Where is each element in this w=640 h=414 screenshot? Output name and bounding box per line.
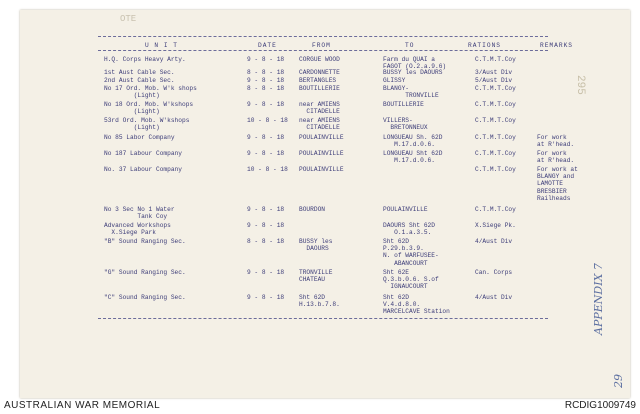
- cell-from: POULAINVILLE: [299, 166, 344, 173]
- cell-date: 8 - 8 - 18: [247, 85, 285, 92]
- table-bottom-rule: [98, 318, 548, 319]
- cell-to: BUSSY les DAOURS: [383, 69, 443, 76]
- cell-remarks: For work at R'head.: [537, 150, 575, 165]
- header-bottom-rule: [98, 50, 548, 51]
- cell-date: 8 - 8 - 18: [247, 238, 285, 245]
- cell-to: DAOURS Sht 62D O.1.a.3.5.: [383, 222, 435, 237]
- cell-unit: 1st Aust Cable Sec.: [104, 69, 175, 76]
- cell-unit: No 187 Labour Company: [104, 150, 182, 157]
- cell-unit: 53rd Ord. Mob. W'kshops (Light): [104, 117, 190, 132]
- cell-unit: "B" Sound Ranging Sec.: [104, 238, 186, 245]
- cell-from: POULAINVILLE: [299, 150, 344, 157]
- cell-rations: 3/Aust Div: [475, 69, 513, 76]
- header-top-rule: [98, 36, 548, 37]
- cell-date: 9 - 8 - 18: [247, 56, 285, 63]
- archive-id: RCDIG1009749: [564, 400, 636, 411]
- cell-date: 9 - 8 - 18: [247, 134, 285, 141]
- cell-from: BOURDON: [299, 206, 325, 213]
- header-rations: RATIONS: [468, 42, 501, 49]
- cell-unit: "C" Sound Ranging Sec.: [104, 294, 186, 301]
- cell-to: VILLERS- BRETONNEUX: [383, 117, 428, 132]
- cell-to: Sht 62D P.29.b.3.9. N. of WARFUSEE- ABANCOURT: [383, 238, 439, 267]
- cell-from: BERTANGLES: [299, 77, 337, 84]
- cell-rations: C.T.M.T.Coy: [475, 206, 516, 213]
- cell-from: POULAINVILLE: [299, 134, 344, 141]
- cell-date: 9 - 8 - 18: [247, 222, 285, 229]
- cell-remarks: For work at BLANGY and LAMOTTE BRESBIER Railheads: [537, 166, 578, 202]
- cell-unit: No 17 Ord. Mob. W'k shops (Light): [104, 85, 197, 100]
- cell-date: 8 - 8 - 18: [247, 69, 285, 76]
- cell-to: BLANGY- TRONVILLE: [383, 85, 439, 100]
- archive-footer: [0, 398, 640, 414]
- header-remarks: REMARKS: [540, 42, 573, 49]
- cell-remarks: For work at R'head.: [537, 134, 575, 149]
- cell-date: 10 - 8 - 18: [247, 166, 288, 173]
- cell-rations: C.T.M.T.Coy: [475, 117, 516, 124]
- cell-unit: 2nd Aust Cable Sec.: [104, 77, 175, 84]
- cell-unit: No. 37 Labour Company: [104, 166, 182, 173]
- cell-unit: H.Q. Corps Heavy Arty.: [104, 56, 186, 63]
- header-date: DATE: [258, 42, 277, 49]
- cell-date: 9 - 8 - 18: [247, 269, 285, 276]
- cell-rations: 4/Aust Div: [475, 294, 513, 301]
- cell-rations: Can. Corps: [475, 269, 513, 276]
- handwritten-number: 29: [612, 374, 625, 388]
- cell-from: CARDONNETTE: [299, 69, 340, 76]
- cell-to: Sht 62D V.4.d.8.0. MARCELCAVE Station: [383, 294, 450, 316]
- cell-to: BOUTILLERIE: [383, 101, 424, 108]
- cell-from: near AMIENS CITADELLE: [299, 101, 340, 116]
- cell-date: 9 - 8 - 18: [247, 206, 285, 213]
- cell-unit: No 18 Ord. Mob. W'kshops (Light): [104, 101, 194, 116]
- cell-rations: 5/Aust Div: [475, 77, 513, 84]
- cell-rations: C.T.M.T.Coy: [475, 166, 516, 173]
- page-number-stamp: 295: [574, 75, 586, 95]
- cell-from: BOUTILLERIE: [299, 85, 340, 92]
- header-unit: U N I T: [145, 42, 178, 49]
- cell-from: CORGUE WOOD: [299, 56, 340, 63]
- header-to: TO: [405, 42, 415, 49]
- cell-date: 10 - 8 - 18: [247, 117, 288, 124]
- cell-unit: No 85 Labor Company: [104, 134, 175, 141]
- cell-unit: No 3 Sec No 1 Water Tank Coy: [104, 206, 175, 221]
- faded-text: OTE: [120, 14, 137, 24]
- cell-to: LONGUEAU Sh. 62D M.17.d.0.6.: [383, 134, 443, 149]
- cell-unit: Advanced Workshops X.Siege Park: [104, 222, 171, 237]
- cell-date: 9 - 8 - 18: [247, 150, 285, 157]
- handwritten-appendix-note: APPENDIX 7: [592, 263, 605, 335]
- cell-to: GLISSY: [383, 77, 406, 84]
- cell-to: Sht 62E Q.3.b.0.6. S.of IGNAUCOURT: [383, 269, 439, 291]
- cell-rations: X.Siege Pk.: [475, 222, 516, 229]
- cell-from: TRONVILLE CHATEAU: [299, 269, 333, 284]
- cell-from: near AMIENS CITADELLE: [299, 117, 340, 132]
- cell-rations: 4/Aust Div: [475, 238, 513, 245]
- cell-unit: "G" Sound Ranging Sec.: [104, 269, 186, 276]
- cell-date: 9 - 8 - 18: [247, 294, 285, 301]
- cell-rations: C.T.M.T.Coy: [475, 56, 516, 63]
- cell-to: LONGUEAU Sht 62D M.17.d.0.6.: [383, 150, 443, 165]
- cell-from: Sht 62D H.13.b.7.8.: [299, 294, 340, 309]
- header-from: FROM: [312, 42, 331, 49]
- cell-date: 9 - 8 - 18: [247, 77, 285, 84]
- cell-rations: C.T.M.T.Coy: [475, 101, 516, 108]
- cell-to: POULAINVILLE: [383, 206, 428, 213]
- cell-rations: C.T.M.T.Coy: [475, 85, 516, 92]
- cell-to: Farm du QUAI a FAGOT (O.2.a.9.6): [383, 56, 447, 71]
- cell-from: BUSSY les DAOURS: [299, 238, 333, 253]
- cell-date: 9 - 8 - 18: [247, 101, 285, 108]
- cell-rations: C.T.M.T.Coy: [475, 150, 516, 157]
- archive-name: AUSTRALIAN WAR MEMORIAL: [4, 400, 161, 411]
- cell-rations: C.T.M.T.Coy: [475, 134, 516, 141]
